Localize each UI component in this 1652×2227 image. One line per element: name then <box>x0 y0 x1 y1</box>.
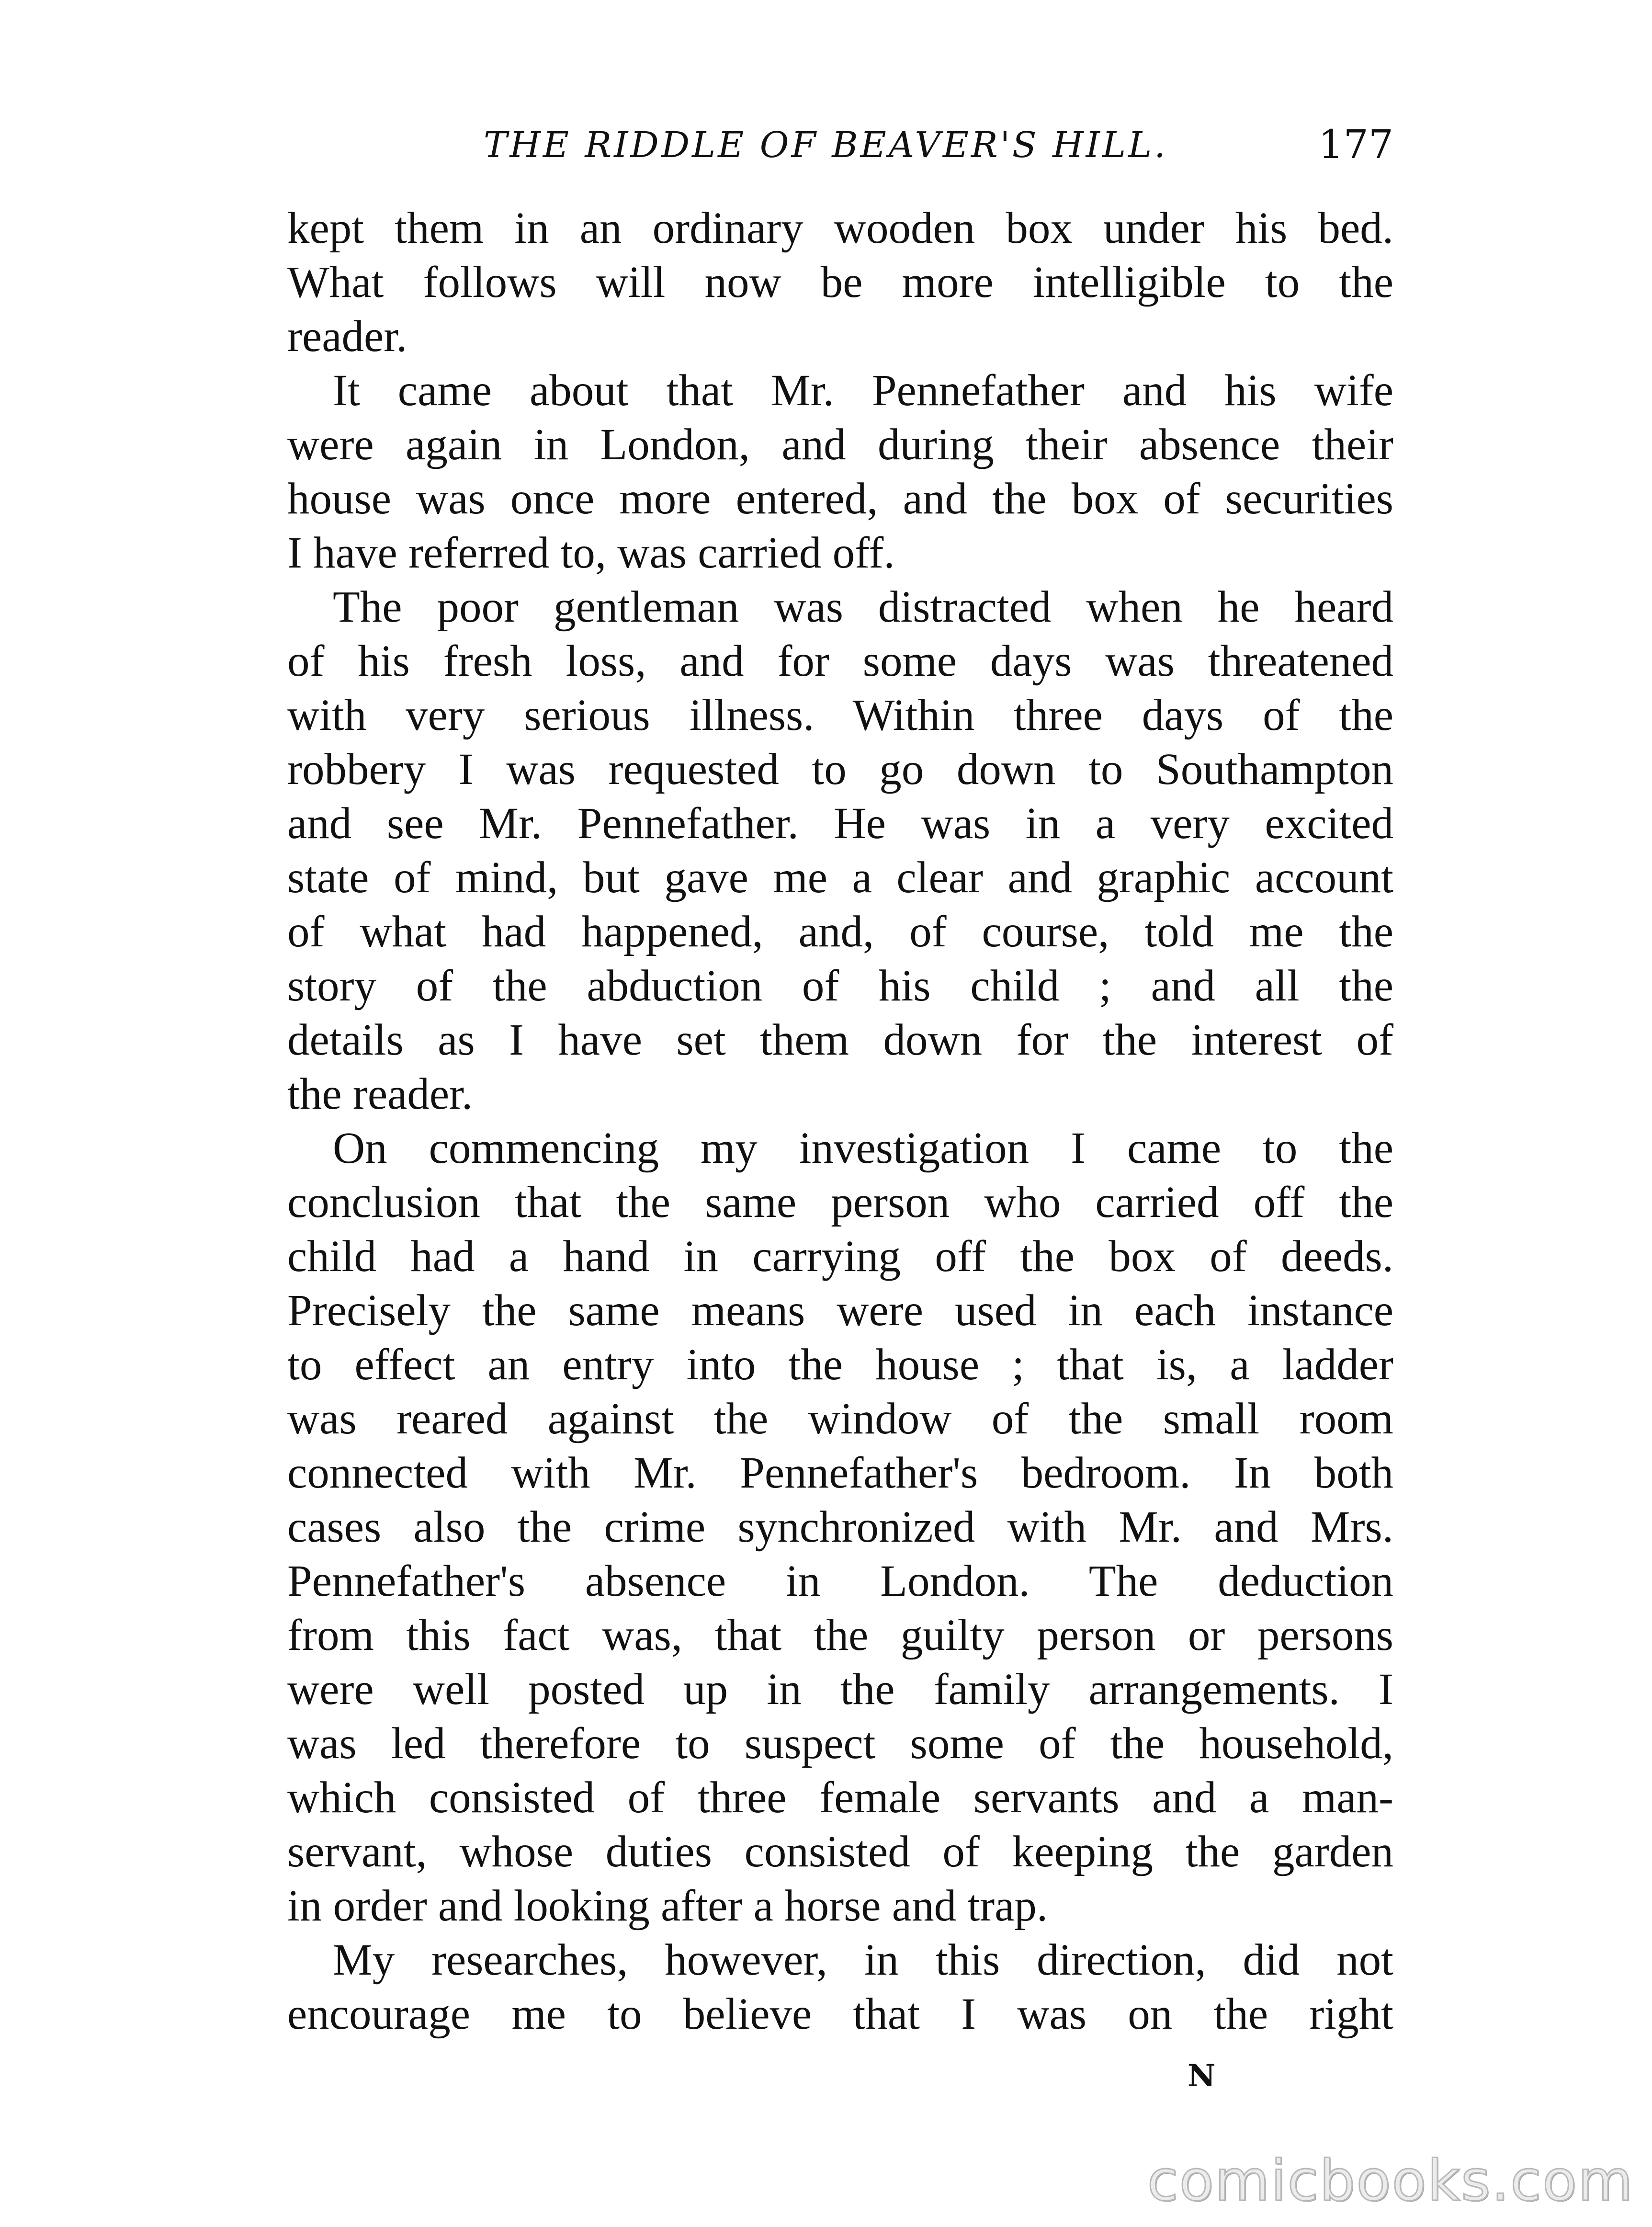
text-line: Precisely the same means were used in each instance <box>287 1286 1393 1335</box>
text-line: robbery I was requested to go down to Southampton <box>287 745 1393 794</box>
text-line: and see Mr. Pennefather. He was in a very excited <box>287 799 1393 848</box>
text-line: details as I have set them down for the interest of <box>287 1015 1393 1065</box>
text-line: story of the abduction of his child ; and all the <box>287 961 1393 1011</box>
text-line: was led therefore to suspect some of the household, <box>287 1719 1393 1768</box>
paragraph <box>287 580 1393 1121</box>
text-line: which consisted of three female servants and a man- <box>287 1773 1393 1822</box>
paragraph <box>287 201 1393 364</box>
text-line: The poor gentleman was distracted when he heard <box>333 582 1393 632</box>
text-line: cases also the crime synchronized with Mr. and Mrs. <box>287 1502 1393 1552</box>
text-line: child had a hand in carrying off the box of deeds. <box>287 1232 1393 1281</box>
paragraph <box>287 1933 1393 2041</box>
text-line: kept them in an ordinary wooden box under his bed. <box>287 204 1393 253</box>
signature-mark: N <box>1188 2058 1216 2094</box>
text-line: house was once more entered, and the box of securities <box>287 474 1393 523</box>
running-head <box>287 119 1393 176</box>
text-line: servant, whose duties consisted of keeping the garden <box>287 1827 1393 1876</box>
paragraph <box>287 1121 1393 1933</box>
text-line: were again in London, and during their absence their <box>287 420 1393 469</box>
text-line: reader. <box>287 312 407 361</box>
text-line: Pennefather's absence in London. The deduction <box>287 1557 1393 1606</box>
text-line: My researches, however, in this direction, did not <box>333 1935 1393 1985</box>
text-line: encourage me to believe that I was on the right <box>287 1989 1393 2039</box>
text-line: conclusion that the same person who carried off the <box>287 1178 1393 1227</box>
page-number: 177 <box>1318 122 1393 168</box>
text-line: connected with Mr. Pennefather's bedroom. In both <box>287 1448 1393 1498</box>
text-line: I have referred to, was carried off. <box>287 528 895 578</box>
text-line: of what had happened, and, of course, told me the <box>287 907 1393 956</box>
paragraph <box>287 364 1393 580</box>
text-line: with very serious illness. Within three days of the <box>287 691 1393 740</box>
text-line: from this fact was, that the guilty person or persons <box>287 1611 1393 1660</box>
text-line: state of mind, but gave me a clear and graphic account <box>287 853 1393 902</box>
body-text <box>287 201 1393 2041</box>
text-line: was reared against the window of the small room <box>287 1394 1393 1443</box>
text-line: of his fresh loss, and for some days was threatened <box>287 636 1393 686</box>
text-line: On commencing my investigation I came to the <box>333 1124 1393 1173</box>
text-line: to effect an entry into the house ; that is, a ladder <box>287 1340 1393 1389</box>
text-line: the reader. <box>287 1069 473 1119</box>
text-line: were well posted up in the family arrangements. I <box>287 1665 1393 1714</box>
text-line: It came about that Mr. Pennefather and his wife <box>333 366 1393 415</box>
text-line: What follows will now be more intelligible to the <box>287 258 1393 307</box>
text-line: in order and looking after a horse and trap. <box>287 1881 1048 1931</box>
watermark: comicbooks.com <box>1147 2147 1634 2214</box>
running-title: THE RIDDLE OF BEAVER'S HILL. <box>484 125 1168 166</box>
